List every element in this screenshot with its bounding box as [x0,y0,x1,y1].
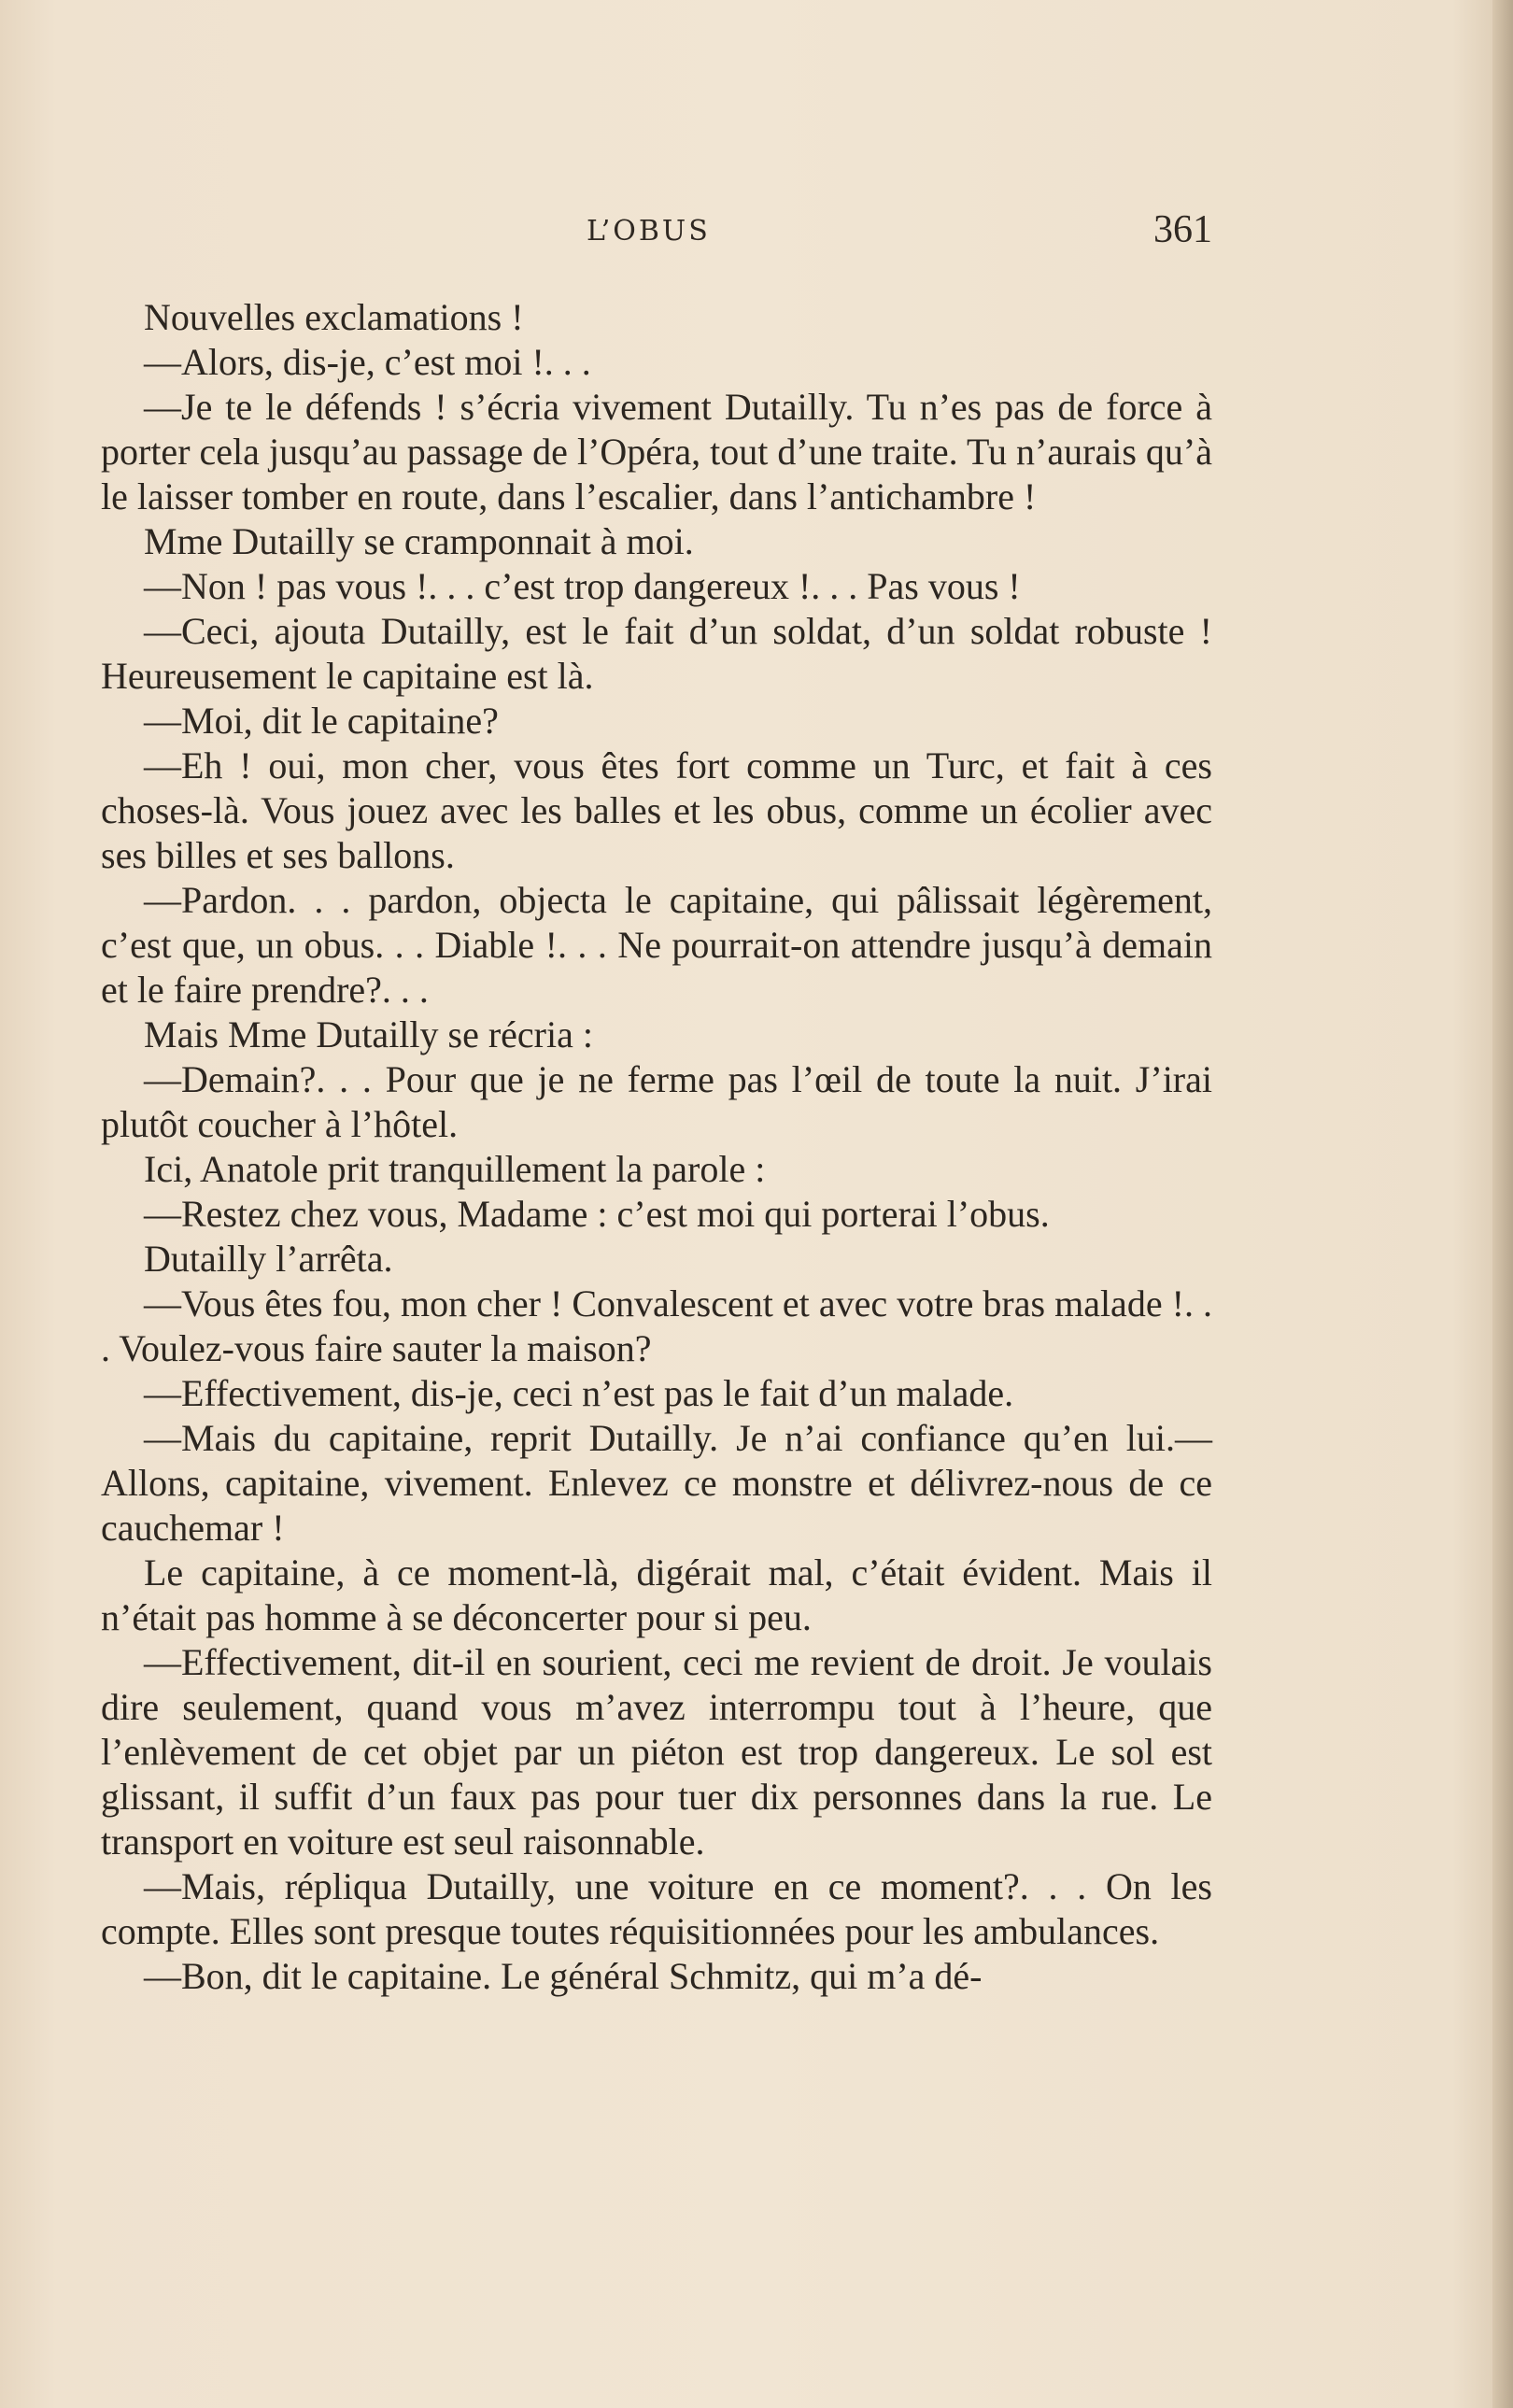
paragraph: —Alors, dis-je, c’est moi !. . . [144,341,591,383]
paragraph: —Pardon. . . pardon, objecta le capitaine, qui pâlissait légèrement, c’est que, un obus. . . Diable !. . . Ne pourrait-on attendre jusqu’à demain et le faire prendre?. . . [101,879,1212,1011]
page-header [101,204,1212,260]
paragraph: —Ceci, ajouta Dutailly, est le fait d’un soldat, d’un soldat robuste ! Heureusement le capitaine est là. [101,610,1212,697]
paragraph: —Je te le défends ! s’écria vivement Dutailly. Tu n’es pas de force à porter cela jusqu’au passage de l’Opéra, tout d’une traite. Tu n’aurais qu’à le laisser tomber en route, dans l’escalier, dans l’antichambre ! [101,386,1212,517]
paragraph: Nouvelles exclamations ! [144,296,524,338]
paragraph: Mme Dutailly se cramponnait à moi. [144,520,694,562]
paragraph: —Bon, dit le capitaine. Le général Schmitz, qui m’a dé- [144,1955,983,1997]
paragraph: —Eh ! oui, mon cher, vous êtes fort comme un Turc, et fait à ces choses-là. Vous jouez avec les balles et les obus, comme un écolier avec ses billes et ses ballons. [101,744,1212,876]
paragraph: Dutailly l’arrêta. [144,1238,393,1280]
paragraph: —Non ! pas vous !. . . c’est trop dangereux !. . . Pas vous ! [144,565,1021,607]
paragraph: —Effectivement, dit-il en sourient, ceci me revient de droit. Je voulais dire seulement, quand vous m’avez interrompu tout à l’heure, que l’enlèvement de cet objet par un piéton est trop dangereux. Le sol est glissant, il suffit d’un faux pas pour tuer dix personnes dans la rue. Le transport en voiture est seul raisonnable. [101,1641,1212,1863]
paragraph: Le capitaine, à ce moment-là, digérait mal, c’était évident. Mais il n’était pas homme à se déconcerter pour si peu. [101,1551,1212,1638]
paragraph: —Mais du capitaine, reprit Dutailly. Je n’ai confiance qu’en lui.—Allons, capitaine, vivement. Enlevez ce monstre et délivrez-nous de ce cauchemar ! [101,1417,1212,1549]
running-head: L’OBUS [587,215,711,248]
paragraph: Mais Mme Dutailly se récria : [144,1013,593,1055]
paragraph: —Mais, répliqua Dutailly, une voiture en ce moment?. . . On les compte. Elles sont presque toutes réquisitionnées pour les ambulances. [101,1865,1212,1952]
paragraph: —Vous êtes fou, mon cher ! Convalescent et avec votre bras malade !. . . Voulez-vous faire sauter la maison? [101,1282,1212,1369]
paragraph: —Moi, dit le capitaine? [144,700,499,742]
paragraph: —Demain?. . . Pour que je ne ferme pas l’œil de toute la nuit. J’irai plutôt coucher à l’hôtel. [101,1058,1212,1145]
body-text [101,295,1212,1999]
paragraph: —Restez chez vous, Madame : c’est moi qui porterai l’obus. [144,1193,1050,1235]
paragraph: —Effectivement, dis-je, ceci n’est pas le fait d’un malade. [144,1372,1014,1414]
paragraph: Ici, Anatole prit tranquillement la parole : [144,1148,766,1190]
page-edge [1492,0,1513,2408]
page-number: 361 [1153,208,1212,251]
